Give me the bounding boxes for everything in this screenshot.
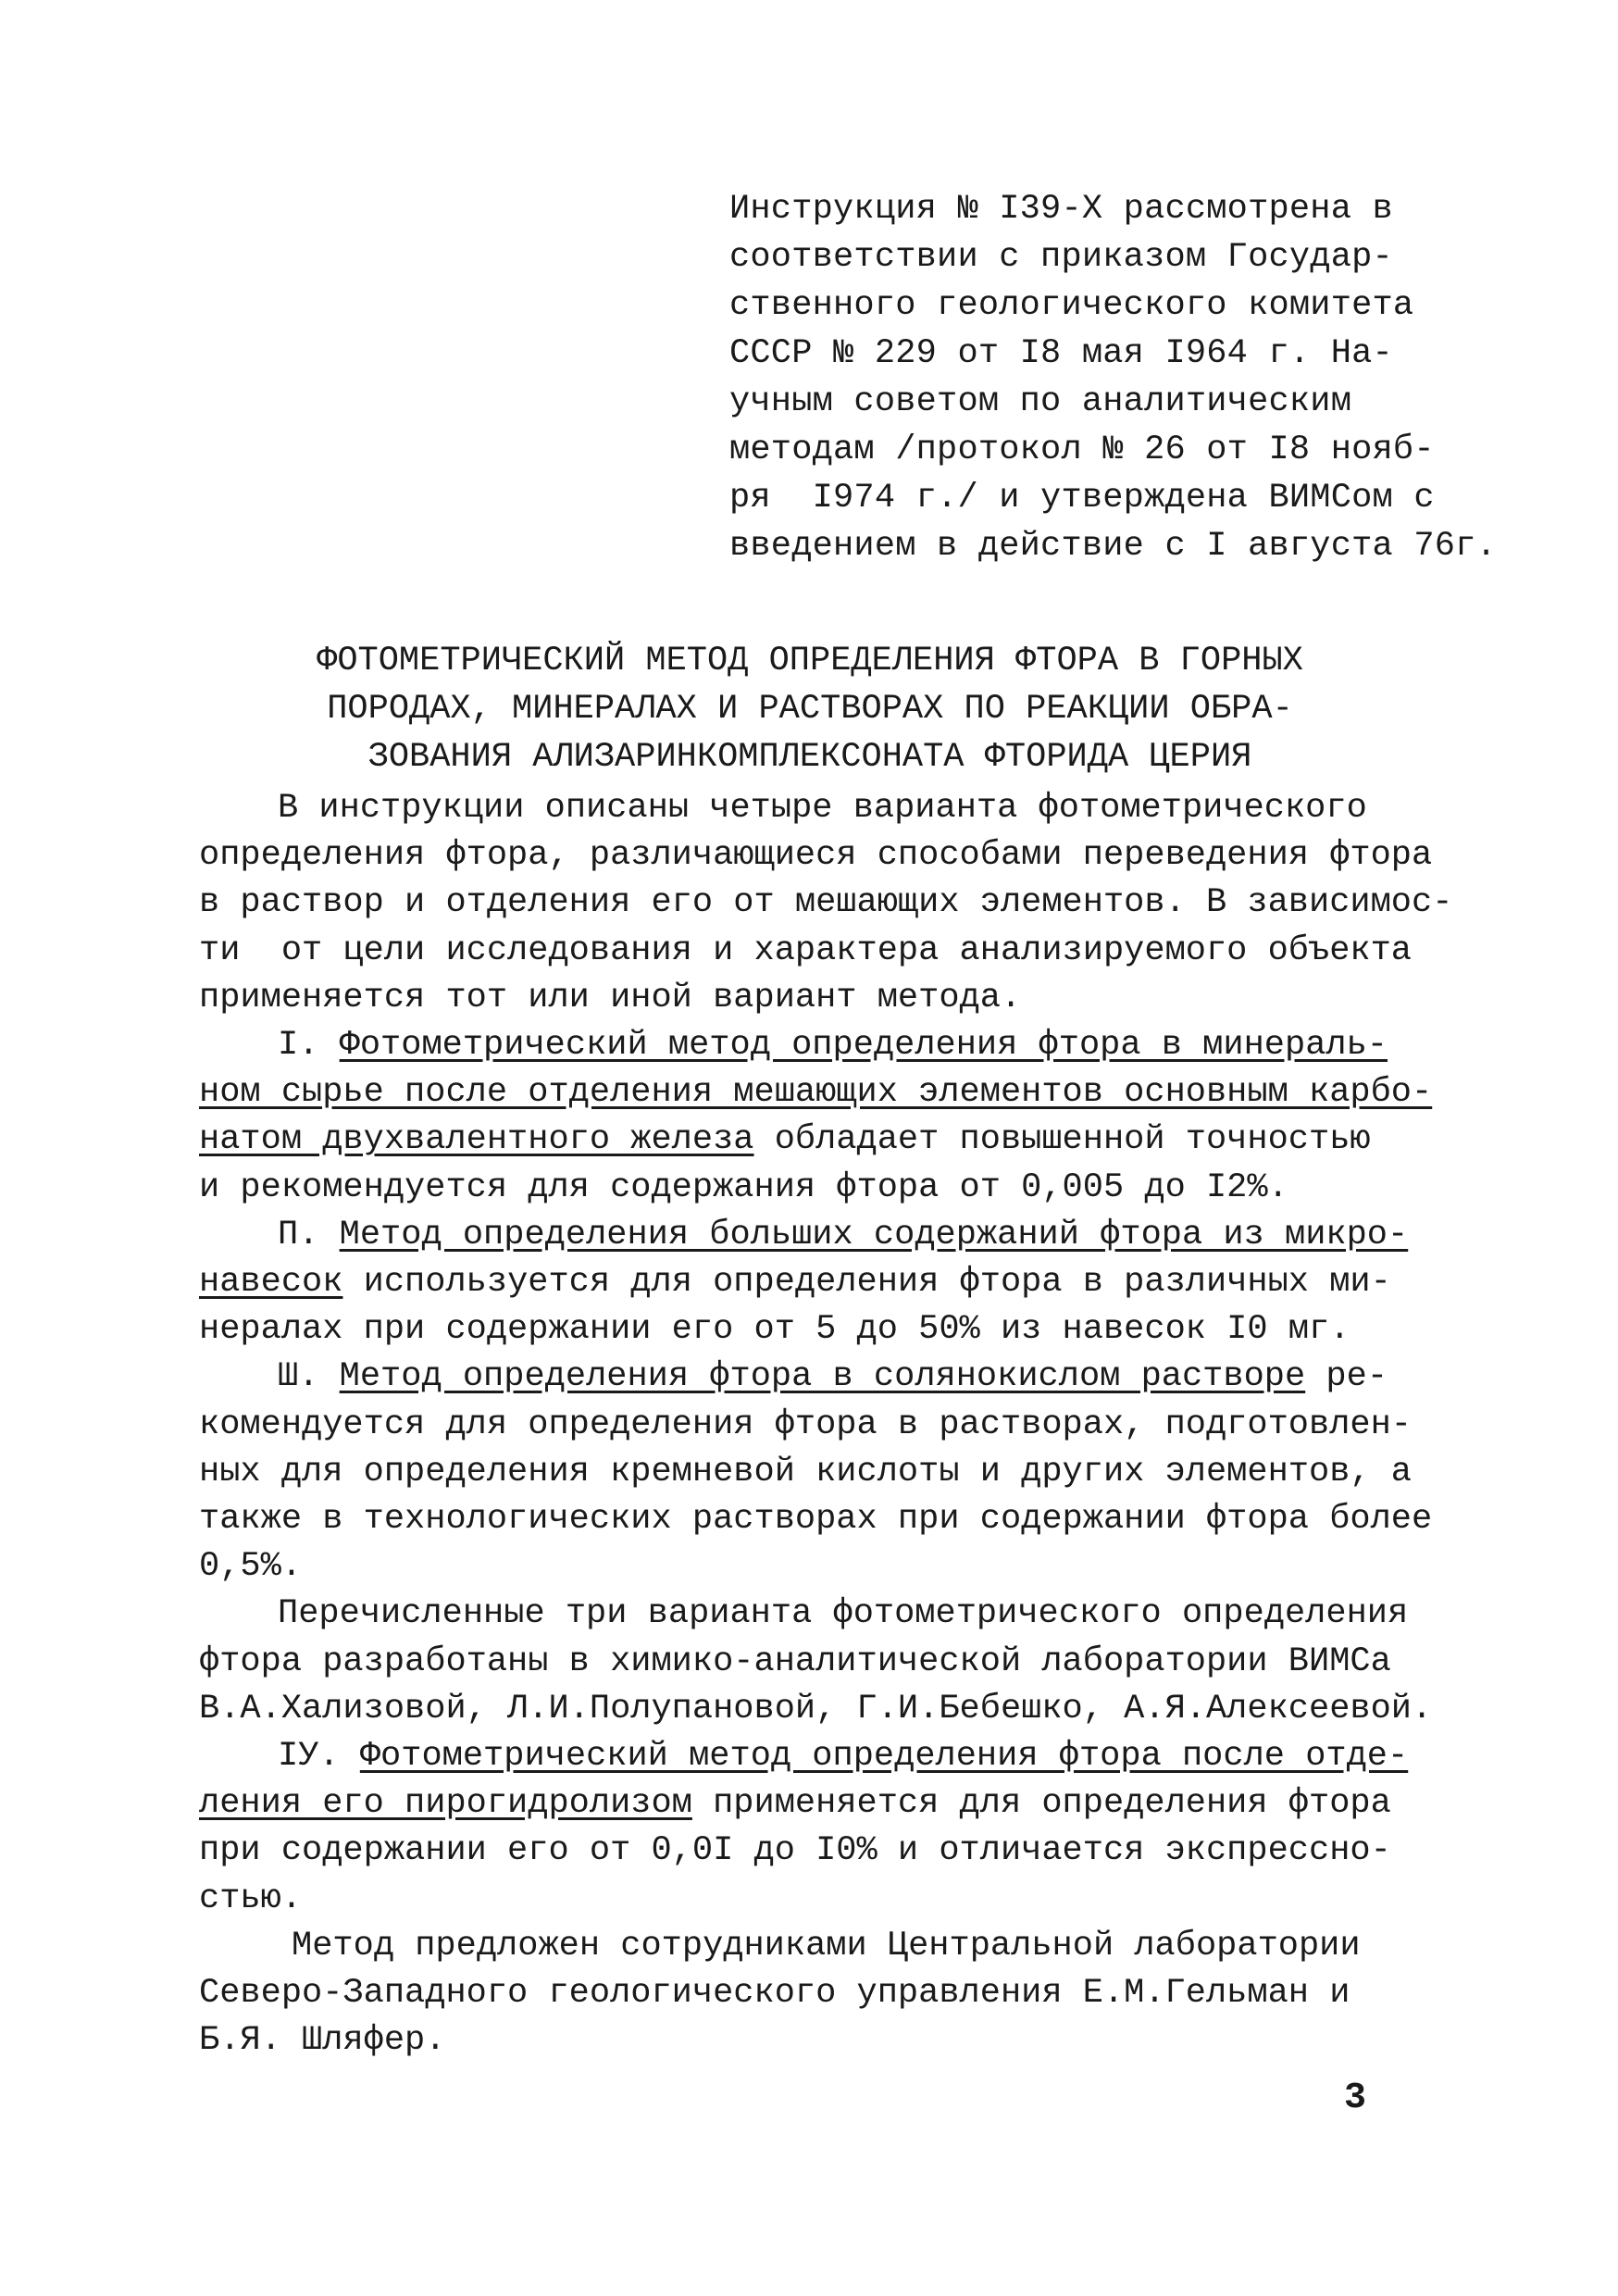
title-line: ЗОВАНИЯ АЛИЗАРИНКОМПЛЕКСОНАТА ФТОРИДА ЦЕРИЯ xyxy=(367,738,1252,777)
method-2-line xyxy=(199,1259,1421,1306)
method-1-name: Фотометрический метод определения фтора в минераль- xyxy=(339,1026,1388,1066)
method-1-line xyxy=(199,1117,1421,1164)
approval-line: Инструкция № I39-Х рассмотрена в xyxy=(729,190,1393,229)
method-1-line xyxy=(199,1069,1433,1117)
approval-line: соответствии с приказом Государ- xyxy=(729,238,1393,277)
method-3-number: Ш. xyxy=(278,1357,340,1397)
method-4-name: Фотометрический метод определения фтора после отде- xyxy=(359,1737,1409,1777)
method-4-number: IУ. xyxy=(278,1737,360,1777)
intro-line: В инструкции описаны четыре варианта фотометрического xyxy=(278,789,1367,828)
method-1-line: и рекомендуется для содержания фтора от 0,005 до I2%. xyxy=(199,1167,1288,1207)
method-1-name: натом двухвалентного железа xyxy=(199,1120,754,1160)
intro-line: в раствор и отделения его от мешающих элементов. В зависимос- xyxy=(199,883,1453,923)
authors-line: Северо-Западного геологического управления Е.М.Гельман и xyxy=(199,1974,1350,2014)
method-3-line xyxy=(199,1354,1421,1401)
method-4-line: при содержании его от 0,0I до I0% и отличается экспрессно- xyxy=(199,1831,1391,1871)
authors-line: Б.Я. Шляфер. xyxy=(199,2021,446,2061)
intro-line: ти от цели исследования и характера анализируемого объекта xyxy=(199,930,1413,970)
method-3-name: Метод определения фтора в солянокислом растворе xyxy=(339,1357,1306,1397)
intro-line: применяется тот или иной вариант метода. xyxy=(199,978,1022,1017)
method-4-text: применяется для определения фтора xyxy=(691,1784,1391,1824)
method-3-line: также в технологических растворах при содержании фтора более xyxy=(199,1500,1433,1540)
method-1-line xyxy=(199,1022,1421,1069)
document-body xyxy=(199,785,1453,2065)
method-2-line: нералах при содержании его от 5 до 50% из навесок I0 мг. xyxy=(199,1310,1350,1350)
approval-line: ря I974 г./ и утверждена ВИМСом с xyxy=(729,479,1435,518)
document-title xyxy=(278,637,1342,781)
approval-line: учным советом по аналитическим xyxy=(729,382,1352,421)
approval-line: методам /протокол № 26 от I8 нояб- xyxy=(729,430,1435,469)
method-4-line xyxy=(199,1733,1421,1780)
method-2-text: используется для определения фтора в различных ми- xyxy=(342,1263,1391,1303)
method-3-line: комендуется для определения фтора в растворах, подготовлен- xyxy=(199,1404,1413,1444)
method-4-line: стью. xyxy=(199,1878,303,1918)
title-line: ПОРОДАХ, МИНЕРАЛАХ И РАСТВОРАХ ПО РЕАКЦИИ ОБРА- xyxy=(327,690,1293,729)
method-2-name: Метод определения больших содержаний фтора из микро- xyxy=(339,1215,1409,1254)
method-3-text: ре- xyxy=(1305,1357,1388,1397)
method-3-line: 0,5%. xyxy=(199,1547,303,1587)
method-1-name: ном сырье после отделения мешающих элементов основным карбо- xyxy=(199,1073,1433,1113)
method-1-number: I. xyxy=(278,1026,340,1066)
method-2-line xyxy=(199,1212,1421,1259)
authors-line: фтора разработаны в химико-аналитической лаборатории ВИМСа xyxy=(199,1641,1391,1681)
title-line: ФОТОМЕТРИЧЕСКИЙ МЕТОД ОПРЕДЕЛЕНИЯ ФТОРА В ГОРНЫХ xyxy=(317,642,1303,680)
intro-line: определения фтора, различающиеся способами переведения фтора xyxy=(199,836,1433,876)
approval-note xyxy=(729,185,1497,570)
method-2-number: П. xyxy=(278,1215,340,1254)
method-2-name: навесок xyxy=(199,1263,343,1303)
approval-line: СССР № 229 от I8 мая I964 г. На- xyxy=(729,334,1393,373)
authors-line: Перечисленные три варианта фотометрического определения xyxy=(278,1594,1409,1634)
authors-line: В.А.Хализовой, Л.И.Полупановой, Г.И.Бебешко, А.Я.Алексеевой. xyxy=(199,1689,1433,1728)
authors-line: Метод предложен сотрудниками Центральной лаборатории xyxy=(292,1926,1361,1965)
method-4-name: ления его пирогидролизом xyxy=(199,1784,692,1824)
approval-line: введением в действие с I августа 76г. xyxy=(729,527,1497,566)
method-4-line xyxy=(199,1780,1421,1828)
approval-line: ственного геологического комитета xyxy=(729,286,1414,325)
page-number: 3 xyxy=(1344,2078,1367,2119)
method-1-text: обладает повышенной точностью xyxy=(753,1120,1371,1160)
method-3-line: ных для определения кремневой кислоты и других элементов, а xyxy=(199,1452,1413,1491)
